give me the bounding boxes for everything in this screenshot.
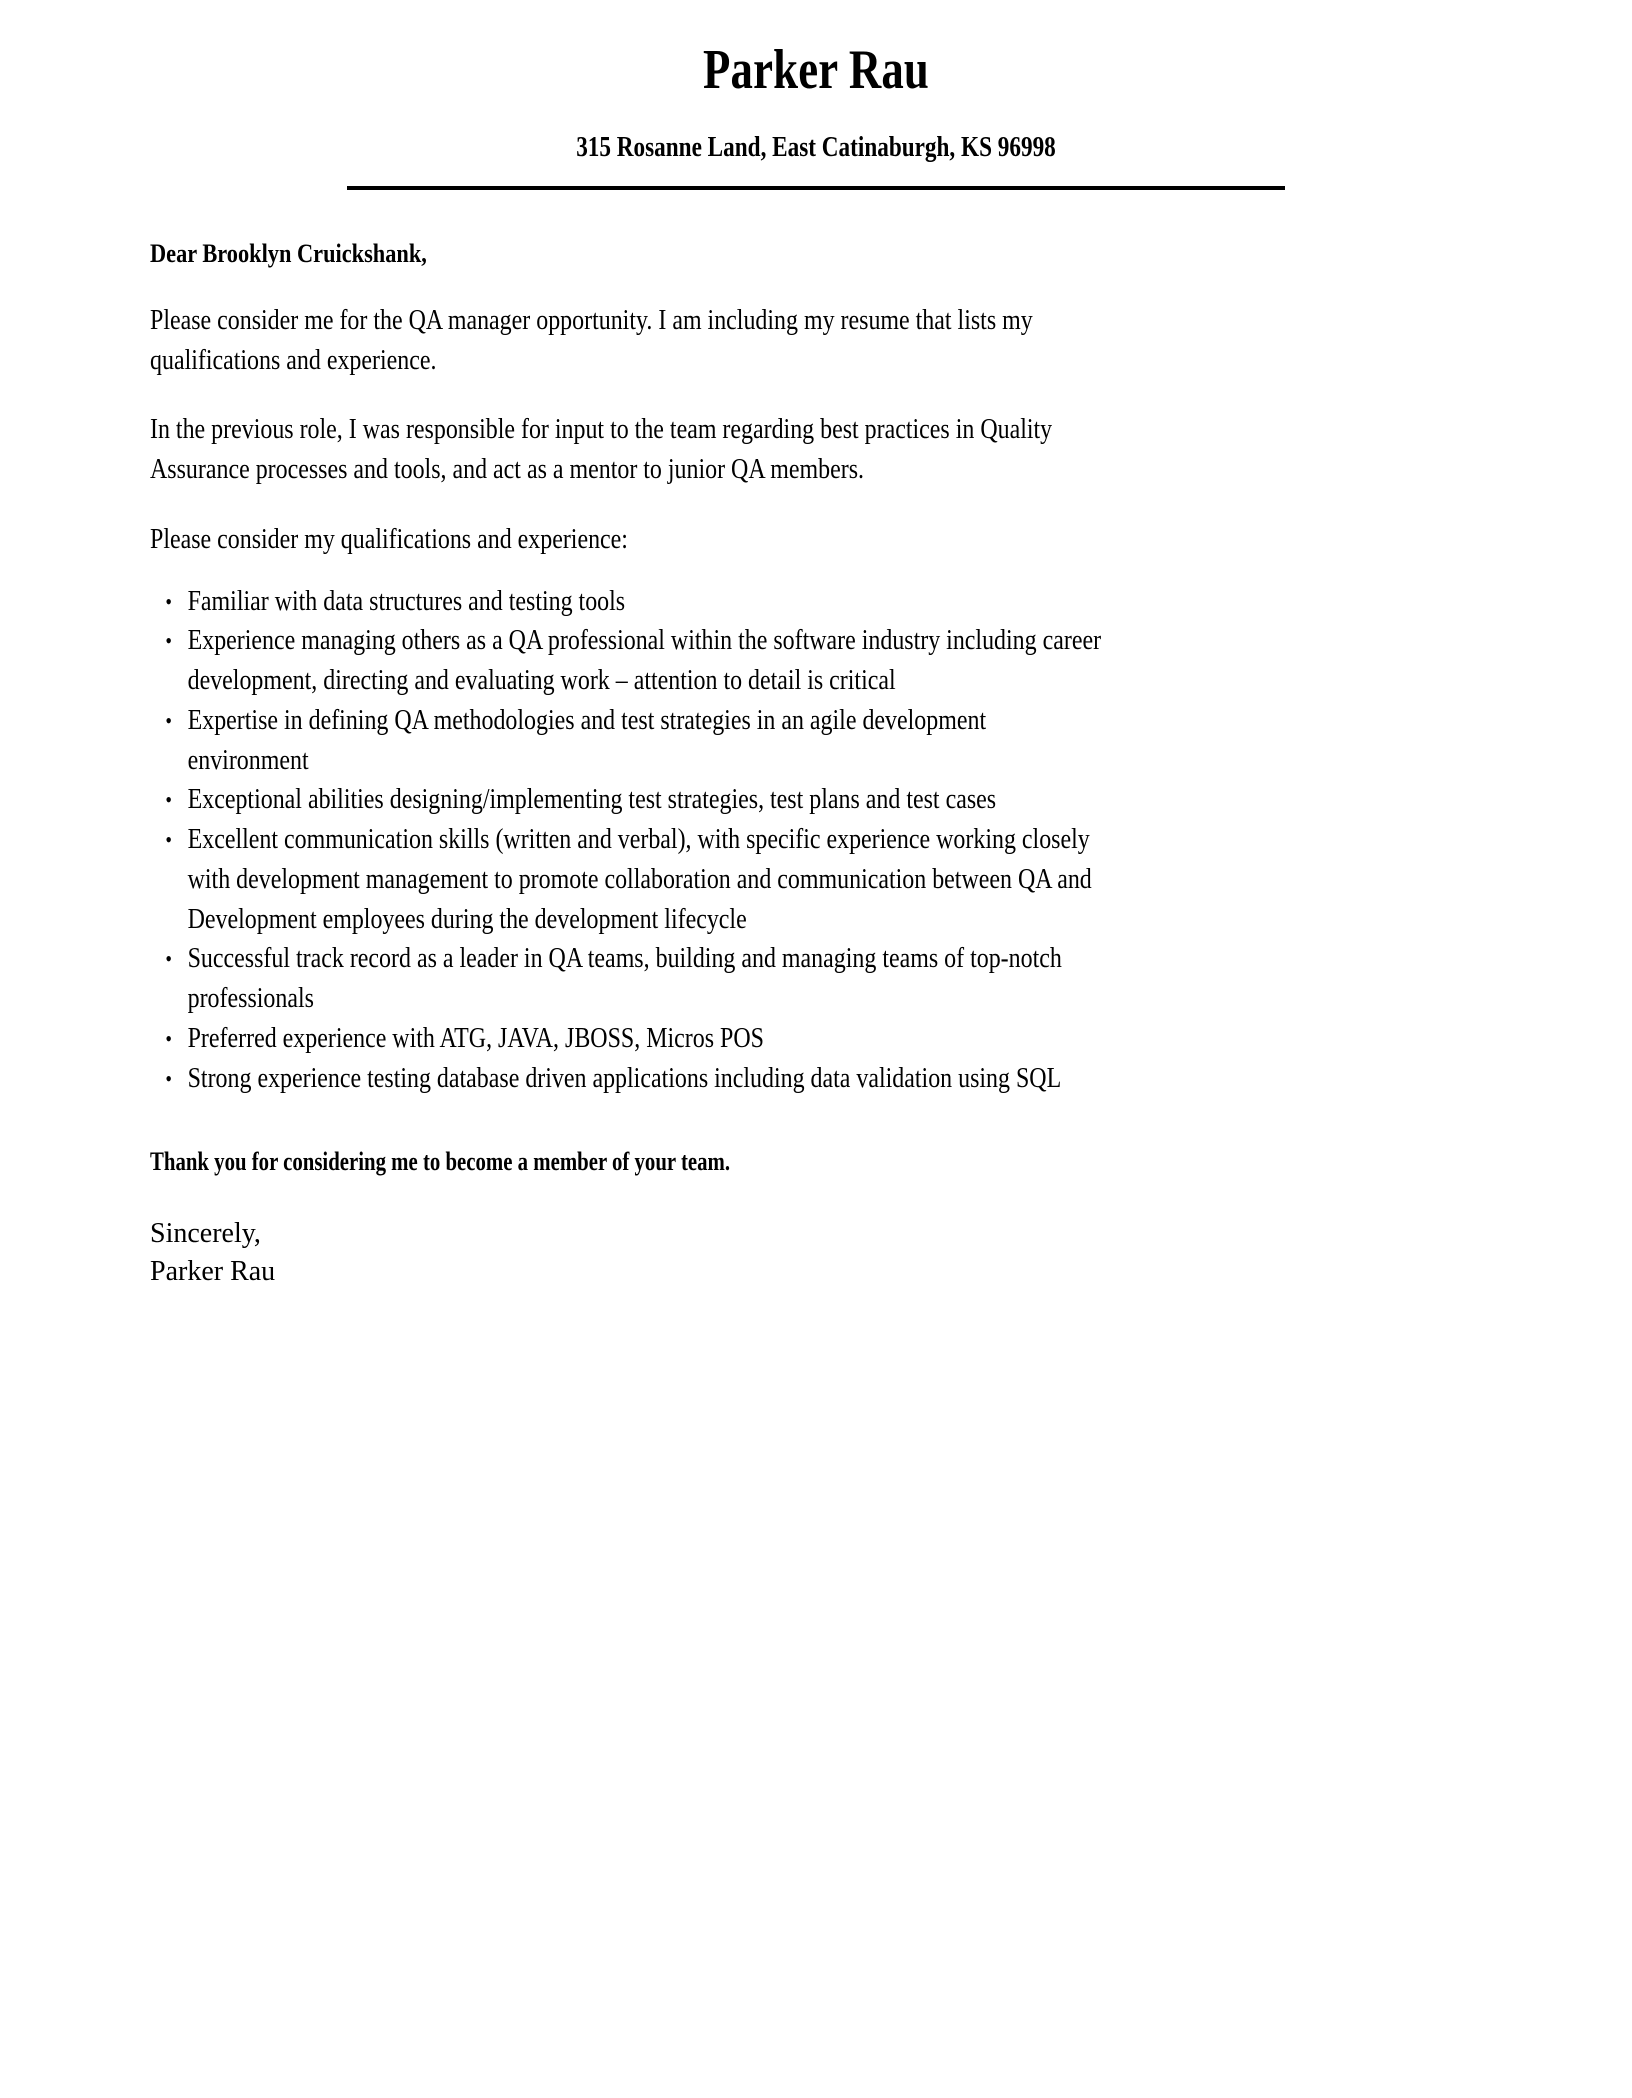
- salutation: Dear Brooklyn Cruickshank,: [150, 239, 427, 269]
- list-item: • Familiar with data structures and testing tools: [150, 582, 1110, 622]
- paragraph-intro: Please consider me for the QA manager opportunity. I am including my resume that lists my qualifications and experience.: [150, 304, 1033, 376]
- list-item: • Expertise in defining QA methodologies and test strategies in an agile development environment: [150, 701, 1110, 781]
- thank-you-line: Thank you for considering me to become a member of your team.: [150, 1147, 731, 1177]
- qualifications-list: [150, 560, 1110, 1099]
- list-item: • Strong experience testing database driven applications including data validation using SQL: [150, 1059, 1110, 1099]
- letterhead: [0, 0, 1632, 190]
- page-title: Parker Rau: [703, 39, 929, 101]
- list-item: • Exceptional abilities designing/implementing test strategies, test plans and test cases: [150, 780, 1110, 820]
- paragraph-experience: In the previous role, I was responsible for input to the team regarding best practices in Quality Assurance processes and tools, and act as a mentor to junior QA members.: [150, 414, 1053, 486]
- list-item: • Experience managing others as a QA professional within the software industry including career development, directing and evaluating work – attention to detail is critical: [150, 621, 1110, 701]
- signature-name: Parker Rau: [150, 1255, 276, 1287]
- signoff-block: [150, 1179, 1110, 1291]
- list-item: • Preferred experience with ATG, JAVA, JBOSS, Micros POS: [150, 1019, 1110, 1059]
- list-item: • Excellent communication skills (written and verbal), with specific experience working closely with development management to promote collaboration and communication between QA and Development employees during the development lifecycle: [150, 820, 1110, 939]
- letter-body: [150, 190, 1110, 1291]
- list-item: • Successful track record as a leader in QA teams, building and managing teams of top-notch professionals: [150, 939, 1110, 1019]
- address-line: 315 Rosanne Land, East Catinaburgh, KS 96998: [576, 130, 1056, 163]
- paragraph-qualifications-lead: Please consider my qualifications and experience:: [150, 523, 628, 555]
- signoff-closing: Sincerely,: [150, 1217, 261, 1249]
